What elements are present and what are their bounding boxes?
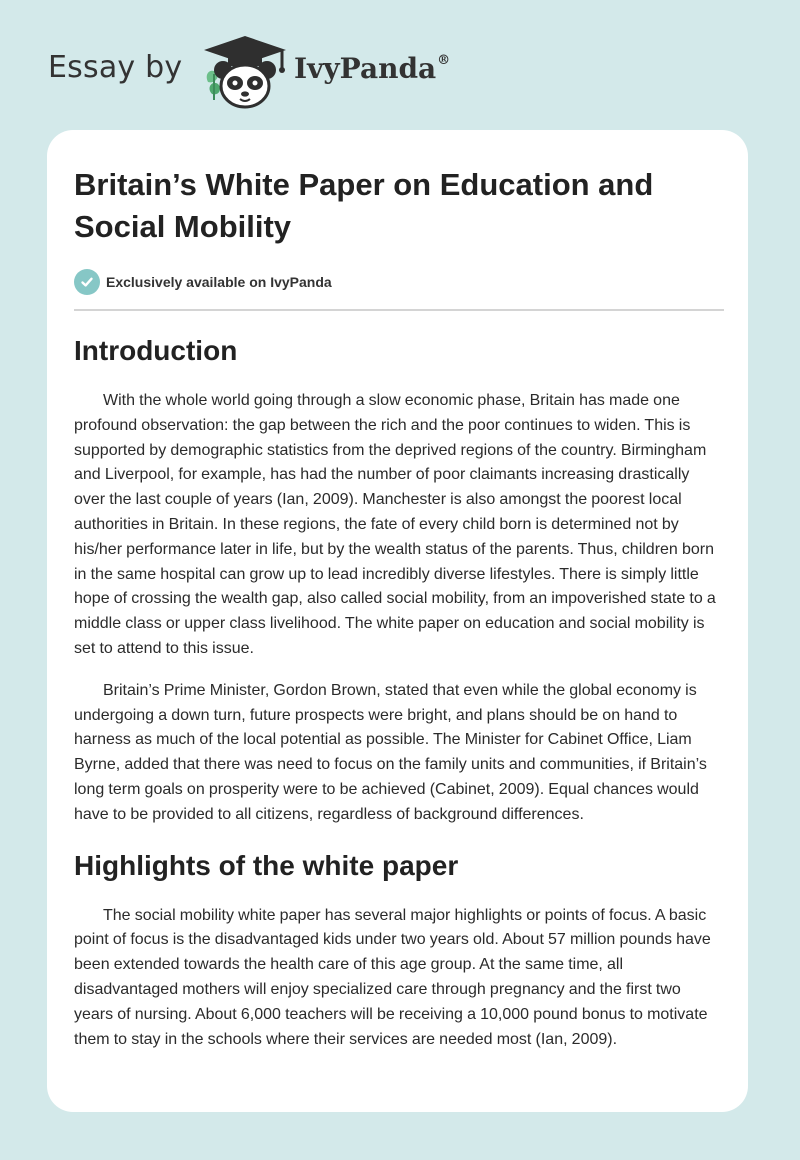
essay-title: Britain’s White Paper on Education and Social Mobility [74,167,654,244]
check-icon [74,269,100,295]
essay-by-label: Essay by [48,50,183,85]
section-heading-introduction: Introduction [74,335,238,366]
essay-content [74,164,724,1052]
registered-mark: ® [437,53,451,68]
exclusive-label: Exclusively available on IvyPanda [106,274,332,290]
brand-name: IvyPanda [294,52,437,85]
site-header [48,32,508,112]
brand-logo-text[interactable] [294,52,450,85]
body-paragraph: Britain’s Prime Minister, Gordon Brown, stated that even while the global economy is undergoing a down turn, future prospects were bright, and plans should be on hand to harness as much of the local potential as possible. The Minister for Cabinet Office, Liam Byrne, added that there was need to focus on the family units and communities, if Britain’s long term goals on prosperity were to be achieved (Cabinet, 2009). Equal chances would have to be provided to all citizens, regardless of background differences. [74,681,707,823]
body-paragraph: With the whole world going through a slow economic phase, Britain has made one profound observation: the gap between the rich and the poor continues to widen. This is supported by demographic statistics from the deprived regions of the country. Birmingham and Liverpool, for example, has had the number of poor claimants increasing drastically over the last couple of years (Ian, 2009). Manchester is also amongst the poorest local authorities in Britain. In these regions, the fate of every child born is determined not by his/her performance later in life, but by the wealth status of the parents. Thus, children born in the same hospital can grow up to lead incredibly diverse lifestyles. There is simply little hope of crossing the wealth gap, also called social mobility, from an impoverished state to a middle class or upper class livelihood. The white paper on education and social mobility is set to attend to this issue. [74,392,716,657]
body-paragraph: The social mobility white paper has several major highlights or points of focus. A basic point of focus is the disadvantaged kids under two years old. About 57 million pounds have been extended towards the health care of this age group. At the same time, all disadvantaged mothers will enjoy specialized care through pregnancy and the first two years of nursing. About 6,000 teachers will be receiving a 10,000 pound bonus to motivate them to stay in the schools where their services are needed most (Ian, 2009). [74,906,711,1048]
section-heading-highlights: Highlights of the white paper [74,849,459,881]
title-divider [74,309,724,311]
essay-card [47,130,748,1112]
exclusive-badge [74,268,724,296]
panda-graduate-icon[interactable] [200,34,290,110]
